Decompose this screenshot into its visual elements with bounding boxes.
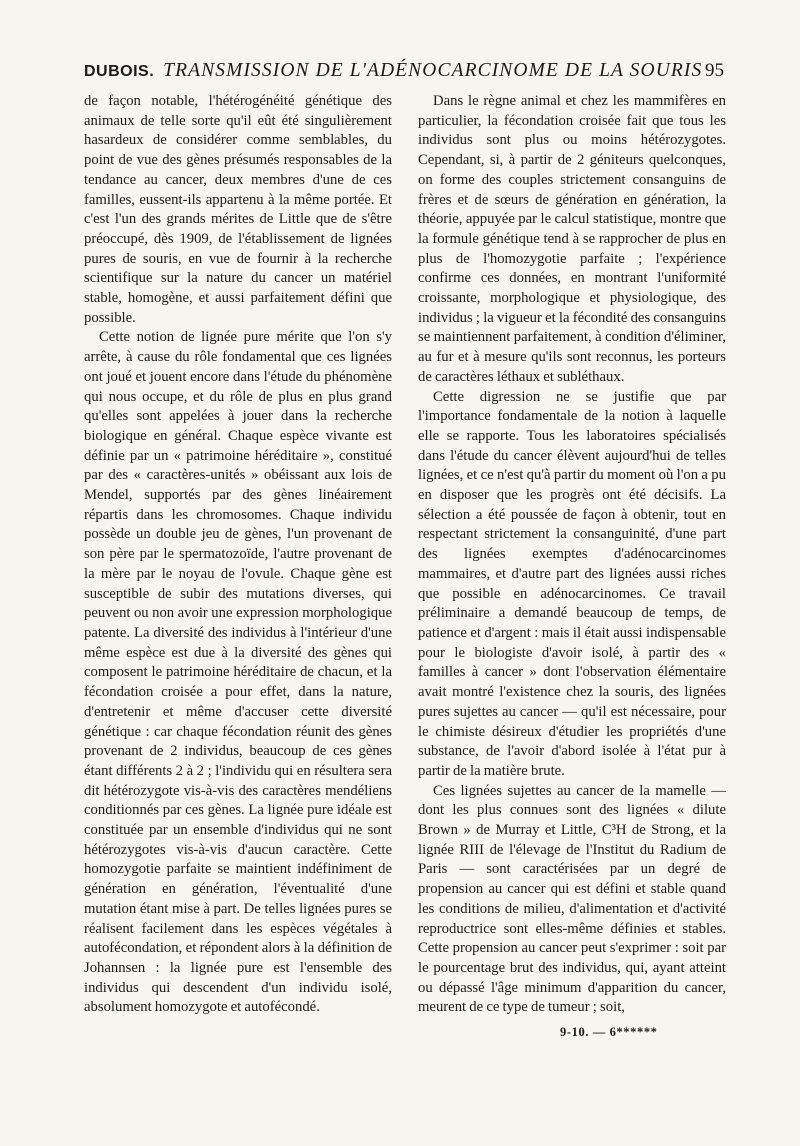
running-head-author: DUBOIS. — [84, 63, 155, 80]
running-head — [84, 60, 724, 88]
right-paragraph-1: Dans le règne animal et chez les mammifères en particulier, la fécondation croisée fait que tous les individus sont plus ou moins hétérozygotes. Cependant, si, à partir de 2 géniteurs quelconques, on forme des couples strictement consanguins de frères et de sœurs de génération en génération, la théorie, appuyée par le calcul statistique, montre que la formule génétique tend à se rapprocher de plus en plus de l'homozygotie parfaite ; l'expérience confirme ces données, en montrant l'uniformité croissante, morphologique et physiologique, des individus ; la vigueur et la fécondité des consanguins se maintiennent parfaitement, à condition d'éliminer, au fur et à mesure qu'ils sont reconnus, les porteurs de caractères léthaux et subléthaux. — [418, 93, 726, 385]
right-column — [418, 92, 726, 1018]
left-paragraph-1: de façon notable, l'hétérogénéité génétique des animaux de telle sorte qu'il eût été singulièrement hasardeux de considérer comme semblables, du point de vue des gènes présumés responsables de la tendance au cancer, deux membres d'une de ces familles, eussent-ils appartenu à la même portée. Et c'est l'un des grands mérites de Little que de s'être préoccupé, dès 1909, de l'établissement de lignées pures de souris, en vue de fournir à la recherche scientifique sur la nature du cancer un matériel stable, homogène, et aussi parfaitement défini que possible. — [84, 93, 392, 326]
left-column — [84, 92, 392, 1018]
signature-mark: 9-10. — 6****** — [560, 1025, 658, 1039]
page-number: 95 — [705, 60, 724, 81]
right-paragraph-3: Ces lignées sujettes au cancer de la mamelle — dont les plus connues sont des lignées « dilute Brown » de Murray et Little, C³H de Strong, et la lignée RIII de l'élevage de l'Institut du Radium de Paris — sont caractérisées par un degré de propension au cancer qui est défini et stable quand les conditions de milieu, d'alimentation et d'activité reproductrice sont elles-même définies et stables. Cette propension au cancer peut s'exprimer : soit par le pourcentage brut des individus, qui, ayant atteint ou dépassé l'âge minimum d'apparition du cancer, meurent de ce type de tumeur ; soit, — [418, 782, 726, 1016]
right-paragraph-2: Cette digression ne se justifie que par l'importance fondamentale de la notion à laquelle elle se rapporte. Tous les laboratoires spécialisés dans l'étude du cancer élèvent aujourd'hui de telles lignées, et ce n'est qu'à partir du moment où l'on a pu en disposer que les progrès ont été décisifs. La sélection a été poussée de façon à obtenir, tout en respectant strictement la consanguinité, d'une part des lignées exemptes d'adénocarcinomes mammaires, et d'autre part des lignées aussi riches que possible en adénocarcinomes. Ce travail préliminaire a demandé beaucoup de temps, de patience et d'argent : mais il était aussi indispensable pour le biologiste d'avoir isolé, à partir des « familles à cancer » dont l'observation élémentaire avait montré l'existence chez la souris, des lignées pures sujettes au cancer — qu'il est nécessaire, pour le chimiste désireux d'étudier les propriétés d'une substance, de l'avoir d'abord isolée à l'état pur à partir de la matière brute. — [418, 388, 726, 779]
left-paragraph-2: Cette notion de lignée pure mérite que l'on s'y arrête, à cause du rôle fondamental que ces lignées ont joué et jouent encore dans l'étude du phénomène qui nous occupe, et du rôle de plus en plus grand qu'elles sont appelées à jouer dans la recherche biologique en général. Chaque espèce vivante est définie par un « patrimoine héréditaire », constitué par des « caractères-unités » obéissant aux lois de Mendel, supportés par des gènes linéairement répartis dans les chromosomes. Chaque individu possède un double jeu de gènes, l'un provenant de son père par le spermatozoïde, l'autre provenant de la mère par le noyau de l'ovule. Chaque gène est susceptible de subir des mutations diverses, qui peuvent ou non avoir une expression morphologique patente. La diversité des individus à l'intérieur d'une même espèce est due à la diversité des gènes qui composent le patrimoine héréditaire de chacun, et la fécondation croisée a pour effet, dans la nature, d'entretenir et même d'accuser cette diversité génétique : car chaque fécondation réunit des gènes provenant de 2 individus, beaucoup de ces gènes étant différents 2 à 2 ; l'individu qui en résultera sera dit hétérozygote vis-à-vis des caractères mendéliens conditionnés par ces gènes. La lignée pure idéale est constituée par un ensemble d'individus qui ne sont hétérozygotes vis-à-vis d'aucun caractère. Cette homozygotie parfaite se maintient indéfiniment de génération en génération, l'éventualité d'une mutation étant mise à part. De telles lignées pures se réalisent facilement dans les espèces végétales à autofécondation, et répondent alors à la définition de Johannsen : la lignée pure est l'ensemble des individus qui descendent d'un individu isolé, absolument homozygote et autofécondé. — [84, 329, 392, 1016]
running-head-title: TRANSMISSION DE L'ADÉNOCARCINOME DE LA SOURIS — [163, 60, 703, 81]
